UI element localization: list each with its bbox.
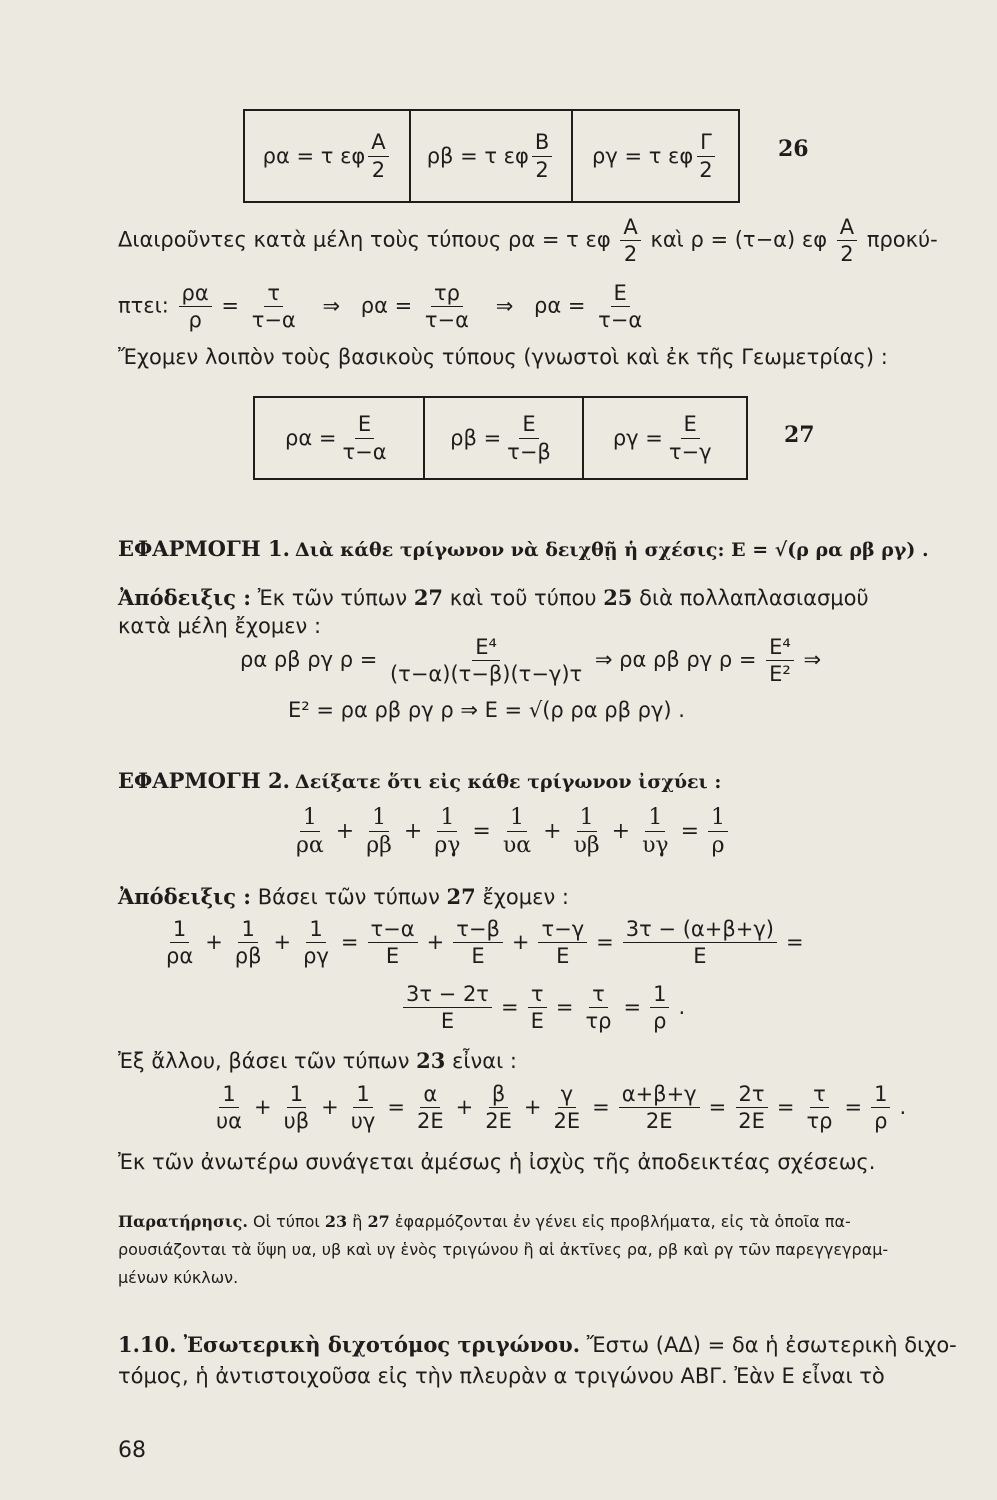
- fraction: [249, 282, 299, 331]
- numerator: α+β+γ: [619, 1083, 700, 1108]
- formula-ref: 23: [324, 1212, 348, 1231]
- formula-lhs: ρβ =: [450, 426, 502, 450]
- fraction: [582, 983, 614, 1032]
- fraction: [453, 918, 503, 967]
- denominator: τ−α: [251, 308, 296, 333]
- paragraph-line: τόμος, ἡ ἀντιστοιχοῦσα εἰς τὴν πλευρὰν α τριγώνου ΑΒΓ. Ἐὰν Ε εἶναι τὸ: [118, 1364, 885, 1388]
- text-run: ρα ρβ ργ ρ =: [240, 647, 378, 672]
- formula-lhs: ργ =: [612, 426, 663, 450]
- numerator: 1: [437, 806, 457, 832]
- denominator: υα: [502, 833, 532, 859]
- operator: +: [523, 1094, 542, 1119]
- denominator: υα: [216, 1109, 242, 1134]
- denominator: τρ: [806, 1109, 833, 1134]
- equation-number: 27: [784, 422, 815, 448]
- numerator: E: [681, 413, 700, 438]
- denominator: ργ: [303, 944, 329, 969]
- fraction: [403, 983, 492, 1032]
- denominator: ρ: [188, 308, 202, 333]
- denominator: τ−α: [598, 308, 643, 333]
- operator: .: [899, 1094, 907, 1119]
- formula-ref: 27: [413, 585, 444, 610]
- denominator: E: [693, 944, 707, 969]
- numerator: 1: [871, 1083, 890, 1108]
- text-run: Βάσει τῶν τύπων: [257, 885, 440, 909]
- text-run: Διαιροῦντες κατὰ μέλη τοὺς τύπους ρα = τ εφ: [118, 227, 611, 252]
- numerator: 1: [708, 806, 728, 832]
- equation-line: [400, 983, 691, 1032]
- operator: ⇒: [495, 293, 514, 318]
- fraction: [213, 1083, 245, 1132]
- numerator: 1: [353, 1083, 372, 1108]
- denominator: τρ: [585, 1009, 612, 1034]
- numerator: 1: [507, 806, 527, 832]
- fraction: [619, 1083, 700, 1132]
- text-run: Ἔστω (ΑΔ) = δα ἡ ἐσωτερικὴ διχο-: [586, 1333, 957, 1357]
- denominator: E: [471, 944, 485, 969]
- numerator: τ: [810, 1083, 829, 1108]
- numerator: E: [519, 413, 538, 438]
- fraction: [368, 131, 388, 180]
- denominator: υβ: [573, 833, 600, 859]
- operator: +: [455, 1094, 474, 1119]
- section-title: 1.10. Ἐσωτερικὴ διχοτόμος τριγώνου.: [118, 1332, 581, 1357]
- operator: +: [511, 929, 530, 954]
- application-2-heading: [118, 768, 721, 793]
- denominator: 2: [535, 157, 549, 182]
- numerator: 1: [300, 806, 320, 832]
- numerator: 1: [369, 806, 389, 832]
- operator: ⇒: [803, 647, 822, 672]
- fraction: [293, 806, 327, 857]
- text-run: διὰ πολλαπλασιασμοῦ: [639, 586, 869, 610]
- statement: Διὰ κάθε τρίγωνον νὰ δειχθῇ ἡ σχέσις: E = √(ρ ρα ρβ ργ) .: [295, 539, 929, 561]
- fraction: [666, 413, 715, 462]
- formula-cell: [584, 398, 746, 478]
- fraction: [595, 282, 645, 331]
- fraction: [422, 282, 472, 331]
- proof-label: Ἀπόδειξις :: [118, 585, 252, 610]
- remark-line: [118, 1212, 851, 1231]
- numerator: 1: [650, 983, 669, 1008]
- text-run: ἢ: [352, 1212, 363, 1231]
- equation-line: [210, 1083, 912, 1132]
- numerator: 1: [238, 918, 257, 943]
- fraction: [538, 918, 587, 967]
- text-run: πτει:: [118, 293, 169, 318]
- remark-line: μένων κύκλων.: [118, 1268, 239, 1287]
- operator: =: [844, 1094, 863, 1119]
- fraction: [696, 131, 715, 180]
- fraction: [766, 636, 794, 685]
- denominator: ρβ: [234, 944, 262, 969]
- operator: +: [205, 929, 223, 954]
- heading: ΕΦΑΡΜΟΓΗ 1.: [118, 536, 290, 561]
- fraction: [179, 282, 212, 331]
- denominator: τ−β: [507, 439, 551, 464]
- paragraph-line: [118, 216, 938, 265]
- denominator: υγ: [350, 1109, 376, 1134]
- operator: +: [426, 929, 445, 954]
- denominator: E: [530, 1009, 544, 1034]
- operator: +: [611, 818, 631, 844]
- numerator: E⁴: [472, 636, 500, 661]
- denominator: 2: [840, 242, 854, 267]
- numerator: E: [355, 413, 374, 438]
- fraction: [431, 806, 463, 857]
- numerator: 1: [645, 806, 665, 832]
- remark-label: Παρατήρησις.: [118, 1212, 248, 1231]
- formula-ref: 23: [416, 1048, 446, 1073]
- denominator: ρβ: [366, 833, 392, 859]
- denominator: 2E: [485, 1109, 512, 1134]
- fraction: [735, 1083, 768, 1132]
- numerator: 2τ: [736, 1083, 768, 1108]
- fraction: [363, 806, 395, 857]
- operator: +: [254, 1094, 272, 1119]
- fraction: [281, 1083, 313, 1132]
- formula-ref: 25: [603, 585, 633, 610]
- numerator: 1: [287, 1083, 306, 1108]
- operator: =: [623, 994, 642, 1019]
- denominator: υγ: [642, 833, 669, 859]
- numerator: 1: [219, 1083, 238, 1108]
- numerator: A: [368, 131, 388, 156]
- operator: +: [335, 818, 355, 844]
- paragraph-line: Ἐκ τῶν ἀνωτέρω συνάγεται ἀμέσως ἡ ἰσχὺς τῆς ἀποδεικτέας σχέσεως.: [118, 1150, 876, 1174]
- numerator: A: [620, 216, 640, 241]
- equation-number: 26: [778, 136, 809, 162]
- denominator: 2: [699, 157, 713, 182]
- operator: =: [472, 818, 491, 844]
- proof-line: [118, 884, 569, 909]
- formula-cell: [425, 398, 585, 478]
- proof-line: [118, 585, 869, 610]
- numerator: E: [611, 282, 630, 307]
- denominator: ρα: [296, 833, 324, 859]
- numerator: τ: [589, 983, 608, 1008]
- text-run: καὶ ρ = (τ−α) εφ: [650, 227, 828, 252]
- formula-cell: [411, 111, 572, 201]
- operator: =: [340, 929, 359, 954]
- denominator: τ−α: [424, 308, 469, 333]
- numerator: τρ: [431, 282, 463, 307]
- denominator: E: [385, 944, 400, 969]
- denominator: 2: [371, 157, 386, 182]
- equation-line: [118, 282, 648, 331]
- equation-line: [290, 806, 731, 857]
- fraction: [620, 216, 640, 265]
- formula-ref: 27: [446, 884, 476, 909]
- paragraph-line: [118, 1048, 517, 1073]
- heading: ΕΦΑΡΜΟΓΗ 2.: [118, 768, 290, 793]
- equation-line: E² = ρα ρβ ργ ρ ⇒ E = √(ρ ρα ρβ ργ) .: [288, 698, 685, 722]
- fraction: [300, 918, 332, 967]
- denominator: 2E: [416, 1109, 444, 1134]
- formula-box-26: [243, 109, 740, 203]
- numerator: Γ: [697, 131, 715, 156]
- fraction: [708, 806, 728, 857]
- equation-line: [160, 918, 810, 967]
- denominator: 2: [623, 242, 638, 267]
- denominator: ργ: [434, 833, 461, 859]
- denominator: ρ: [711, 833, 725, 859]
- operator: =: [500, 994, 519, 1019]
- denominator: 2E: [738, 1109, 765, 1134]
- equation-line: [240, 636, 821, 685]
- fraction: [368, 918, 418, 967]
- operator: +: [321, 1094, 339, 1119]
- numerator: τ−α: [368, 918, 418, 943]
- numerator: τ: [264, 282, 283, 307]
- numerator: α: [420, 1083, 440, 1108]
- formula-cell: [245, 111, 411, 201]
- formula-cell: [255, 398, 425, 478]
- denominator: E: [556, 944, 570, 969]
- page-number: 68: [118, 1438, 146, 1463]
- fraction: [414, 1083, 447, 1132]
- operator: =: [708, 1094, 727, 1119]
- text-run: ⇒ ρα ρβ ργ ρ =: [594, 647, 757, 672]
- statement: Δείξατε ὅτι εἰς κάθε τρίγωνον ἰσχύει :: [295, 771, 722, 793]
- numerator: ρα: [179, 282, 212, 307]
- denominator: (τ−α)(τ−β)(τ−γ)τ: [389, 662, 583, 687]
- fraction: [504, 413, 554, 462]
- operator: =: [680, 818, 700, 844]
- denominator: ρ: [874, 1109, 888, 1134]
- denominator: ρ: [653, 1009, 667, 1034]
- formula-cell: [573, 111, 738, 201]
- fraction: [348, 1083, 379, 1132]
- formula-lhs: ργ = τ εφ: [592, 144, 694, 168]
- fraction: [528, 983, 547, 1032]
- fraction: [232, 918, 265, 967]
- denominator: τ−α: [342, 439, 387, 464]
- fraction: [340, 413, 390, 462]
- text-run: καὶ τοῦ τύπου: [449, 586, 597, 610]
- denominator: 2E: [553, 1109, 581, 1134]
- denominator: E: [440, 1009, 455, 1034]
- operator: +: [543, 818, 562, 844]
- operator: =: [776, 1094, 795, 1119]
- text-run: εἶναι :: [452, 1049, 517, 1073]
- numerator: B: [532, 131, 552, 156]
- fraction: [837, 216, 857, 265]
- formula-lhs: ρα =: [285, 426, 337, 450]
- numerator: γ: [558, 1083, 576, 1108]
- numerator: 1: [170, 918, 189, 943]
- numerator: τ−β: [453, 918, 503, 943]
- operator: +: [273, 929, 292, 954]
- numerator: E⁴: [766, 636, 794, 661]
- numerator: τ−γ: [538, 918, 587, 943]
- formula-box-27: [253, 396, 748, 480]
- operator: +: [403, 818, 423, 844]
- denominator: E²: [769, 662, 791, 687]
- denominator: 2E: [645, 1109, 673, 1134]
- denominator: τ−γ: [668, 439, 712, 464]
- fraction: [639, 806, 672, 857]
- operator: ⇒: [322, 293, 341, 318]
- fraction: [482, 1083, 515, 1132]
- operator: =: [387, 1094, 405, 1119]
- fraction: [623, 918, 777, 967]
- operator: =: [785, 929, 804, 954]
- numerator: 3τ − (α+β+γ): [623, 918, 777, 943]
- fraction: [550, 1083, 583, 1132]
- text-run: ρα =: [533, 293, 586, 318]
- remark-line: ρουσιάζονται τὰ ὕψη υα, υβ καὶ υγ ἑνὸς τριγώνου ἢ αἱ ἀκτῖνες ρα, ρβ καὶ ργ τῶν παρεγγεγραμ-: [118, 1240, 889, 1259]
- proof-label: Ἀπόδειξις :: [118, 884, 252, 909]
- operator: .: [678, 994, 686, 1019]
- fraction: [803, 1083, 835, 1132]
- fraction: [571, 806, 603, 857]
- text-run: Οἱ τύποι: [253, 1212, 320, 1231]
- fraction: [163, 918, 196, 967]
- operator: =: [592, 1094, 610, 1119]
- text-run: ρα =: [360, 293, 413, 318]
- numerator: A: [837, 216, 857, 241]
- paragraph-line: κατὰ μέλη ἔχομεν :: [118, 614, 322, 638]
- numerator: τ: [528, 983, 547, 1008]
- paragraph-line: Ἔχομεν λοιπὸν τοὺς βασικοὺς τύπους (γνωστοὶ καὶ ἐκ τῆς Γεωμετρίας) :: [118, 345, 888, 369]
- text-run: Ἐκ τῶν τύπων: [257, 586, 408, 610]
- numerator: β: [489, 1083, 508, 1108]
- denominator: ρα: [166, 944, 194, 969]
- formula-ref: 27: [367, 1212, 390, 1231]
- text-run: ἐφαρμόζονται ἐν γένει εἰς προβλήματα, εἰς τὰ ὁποῖα πα-: [394, 1212, 851, 1231]
- fraction: [650, 983, 669, 1032]
- operator: =: [221, 293, 239, 318]
- numerator: 1: [577, 806, 597, 832]
- operator: =: [596, 929, 614, 954]
- fraction: [871, 1083, 890, 1132]
- formula-lhs: ρα = τ εφ: [262, 144, 366, 168]
- fraction: [532, 131, 552, 180]
- text-run: Ἐξ ἄλλου, βάσει τῶν τύπων: [118, 1049, 410, 1073]
- numerator: 1: [306, 918, 325, 943]
- text-run: ἔχομεν :: [482, 885, 569, 909]
- text-run: προκύ-: [866, 227, 938, 252]
- denominator: υβ: [283, 1109, 310, 1134]
- application-1-heading: [118, 536, 929, 561]
- numerator: 3τ − 2τ: [403, 983, 492, 1008]
- fraction: [500, 806, 534, 857]
- operator: =: [555, 994, 574, 1019]
- section-heading-line: [118, 1332, 957, 1357]
- fraction: [387, 636, 585, 685]
- formula-lhs: ρβ = τ εφ: [426, 144, 529, 168]
